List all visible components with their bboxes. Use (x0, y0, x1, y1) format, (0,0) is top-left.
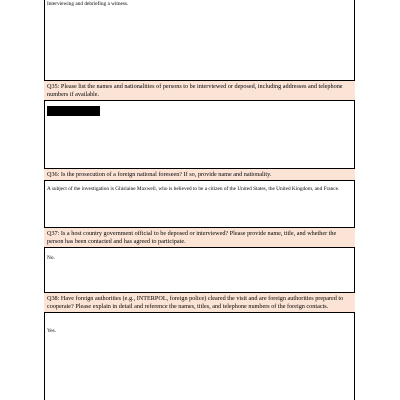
question-q36: Q36: Is the prosecution of a foreign national foreseen? If so, provide name and nationality. (44, 168, 355, 181)
question-q37: Q37: Is a host country government official to be deposed or interviewed? Please provide name, title, and whether the person has been contacted and has agreed to participate. (44, 227, 355, 248)
question-q35: Q35: Please list the names and nationalities of persons to be interviewed or deposed, including addresses and telephone numbers if available. (44, 80, 355, 101)
redaction-block (47, 106, 100, 116)
form-frame (44, 0, 355, 400)
answer-q37: No. (47, 255, 55, 261)
answer-q38: Yes. (47, 328, 57, 334)
question-q38: Q38: Have foreign authorities (e.g., INTERPOL, foreign police) cleared the visit and are foreign authorities prepared to cooperate? Please explain in detail and reference the names, titles, and telephone numbers of the foreign contacts. (44, 292, 355, 313)
answer-q36: A subject of the investigation is Ghislaine Maxwell, who is believed to be a citizen of the United States, the United Kingdom, and France. (47, 186, 340, 192)
answer-q34: Interviewing and debriefing a witness. (47, 1, 129, 7)
